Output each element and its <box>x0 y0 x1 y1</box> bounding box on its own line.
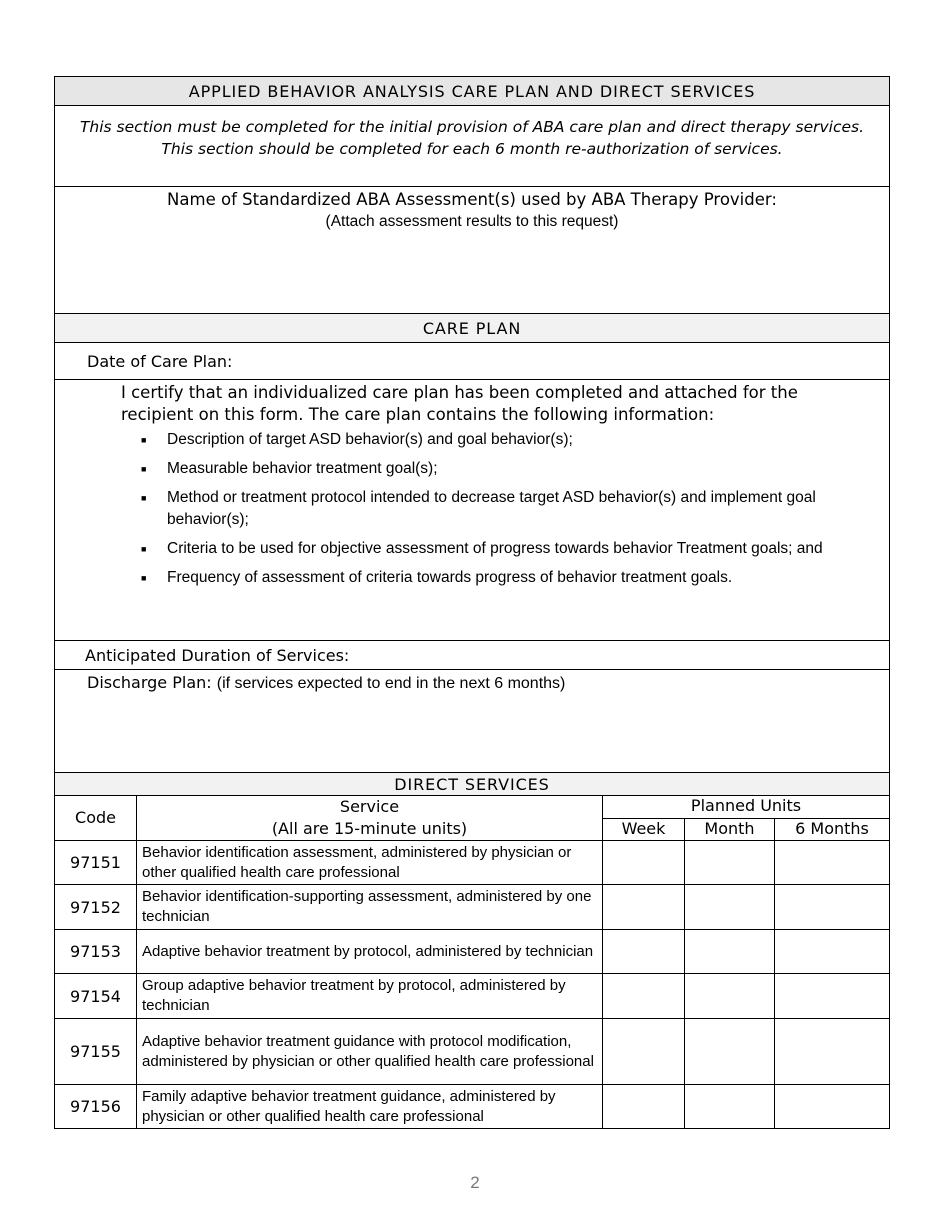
service-description: Adaptive behavior treatment by protocol, administered by technician <box>137 930 603 974</box>
table-row <box>55 1085 890 1129</box>
list-item-text: Frequency of assessment of criteria towards progress of behavior treatment goals. <box>167 569 733 586</box>
discharge-plan-label: Discharge Plan: <box>87 673 212 692</box>
list-item-text: Method or treatment protocol intended to decrease target ASD behavior(s) and implement goal behavior(s); <box>167 489 816 528</box>
intro-line-2: This section should be completed for each 6 month re-authorization of services. <box>161 140 783 158</box>
month-units-input[interactable] <box>685 1019 775 1085</box>
service-description: Family adaptive behavior treatment guidance, administered by physician or other qualified health care professional <box>137 1085 603 1129</box>
direct-services-title: DIRECT SERVICES <box>55 773 890 796</box>
week-units-input[interactable] <box>603 974 685 1019</box>
table-row <box>55 885 890 930</box>
month-units-input[interactable] <box>685 885 775 930</box>
six-months-units-input[interactable] <box>775 930 890 974</box>
month-units-input[interactable] <box>685 974 775 1019</box>
list-item <box>121 487 849 531</box>
service-code: 97151 <box>55 841 137 885</box>
week-units-input[interactable] <box>603 930 685 974</box>
aba-form-page <box>54 76 889 1129</box>
assessment-field[interactable] <box>55 187 890 314</box>
six-months-column-header: 6 Months <box>775 818 890 841</box>
discharge-plan-note: (if services expected to end in the next 6 months) <box>216 675 566 692</box>
date-of-care-plan-field[interactable] <box>55 343 890 380</box>
list-item-text: Criteria to be used for objective assessment of progress towards behavior Treatment goals; and <box>167 540 823 557</box>
week-units-input[interactable] <box>603 1085 685 1129</box>
bullet-icon: ■ <box>141 435 147 445</box>
week-units-input[interactable] <box>603 885 685 930</box>
service-description: Behavior identification-supporting assessment, administered by one technician <box>137 885 603 930</box>
section-title: APPLIED BEHAVIOR ANALYSIS CARE PLAN AND DIRECT SERVICES <box>55 77 890 106</box>
bullet-icon: ■ <box>141 573 147 583</box>
list-item-text: Description of target ASD behavior(s) and goal behavior(s); <box>167 431 573 448</box>
date-of-care-plan-label: Date of Care Plan: <box>87 351 233 371</box>
six-months-units-input[interactable] <box>775 1019 890 1085</box>
month-units-input[interactable] <box>685 1085 775 1129</box>
service-code: 97154 <box>55 974 137 1019</box>
care-plan-contents-list <box>121 429 849 589</box>
list-item-text: Measurable behavior treatment goal(s); <box>167 460 438 477</box>
code-column-header: Code <box>55 796 137 841</box>
service-code: 97153 <box>55 930 137 974</box>
anticipated-duration-field[interactable] <box>55 641 890 670</box>
table-row <box>55 1019 890 1085</box>
month-units-input[interactable] <box>685 930 775 974</box>
list-item <box>121 567 849 589</box>
table-row <box>55 974 890 1019</box>
service-code: 97152 <box>55 885 137 930</box>
service-code: 97155 <box>55 1019 137 1085</box>
service-code: 97156 <box>55 1085 137 1129</box>
certify-text: I certify that an individualized care plan has been completed and attached for the recipient on this form. The care plan contains the following information: <box>121 383 798 424</box>
six-months-units-input[interactable] <box>775 841 890 885</box>
service-description: Group adaptive behavior treatment by protocol, administered by technician <box>137 974 603 1019</box>
week-units-input[interactable] <box>603 1019 685 1085</box>
table-row <box>55 841 890 885</box>
table-row <box>55 930 890 974</box>
anticipated-duration-label: Anticipated Duration of Services: <box>85 645 350 665</box>
assessment-note: (Attach assessment results to this request) <box>325 213 619 230</box>
bullet-icon: ■ <box>141 464 147 474</box>
six-months-units-input[interactable] <box>775 1085 890 1129</box>
six-months-units-input[interactable] <box>775 885 890 930</box>
intro-line-1: This section must be completed for the initial provision of ABA care plan and direct therapy services. <box>79 118 865 136</box>
planned-units-header: Planned Units <box>603 796 890 819</box>
month-units-input[interactable] <box>685 841 775 885</box>
certification-block <box>55 380 890 641</box>
care-plan-title: CARE PLAN <box>55 314 890 343</box>
assessment-label: Name of Standardized ABA Assessment(s) used by ABA Therapy Provider: <box>167 190 777 209</box>
service-description: Adaptive behavior treatment guidance with protocol modification, administered by physician or other qualified health care professional <box>137 1019 603 1085</box>
week-column-header: Week <box>603 818 685 841</box>
six-months-units-input[interactable] <box>775 974 890 1019</box>
month-column-header: Month <box>685 818 775 841</box>
list-item <box>121 429 849 451</box>
service-header-note: (All are 15-minute units) <box>271 819 468 838</box>
bullet-icon: ■ <box>141 544 147 554</box>
service-column-header <box>137 796 603 841</box>
intro-text <box>55 106 890 187</box>
aba-care-plan-table <box>54 76 890 1129</box>
page-number: 2 <box>470 1173 480 1192</box>
week-units-input[interactable] <box>603 841 685 885</box>
list-item <box>121 458 849 480</box>
service-description: Behavior identification assessment, administered by physician or other qualified health care professional <box>137 841 603 885</box>
service-header-label: Service <box>339 797 400 816</box>
bullet-icon: ■ <box>141 493 147 503</box>
list-item <box>121 538 849 560</box>
discharge-plan-field[interactable] <box>55 670 890 773</box>
